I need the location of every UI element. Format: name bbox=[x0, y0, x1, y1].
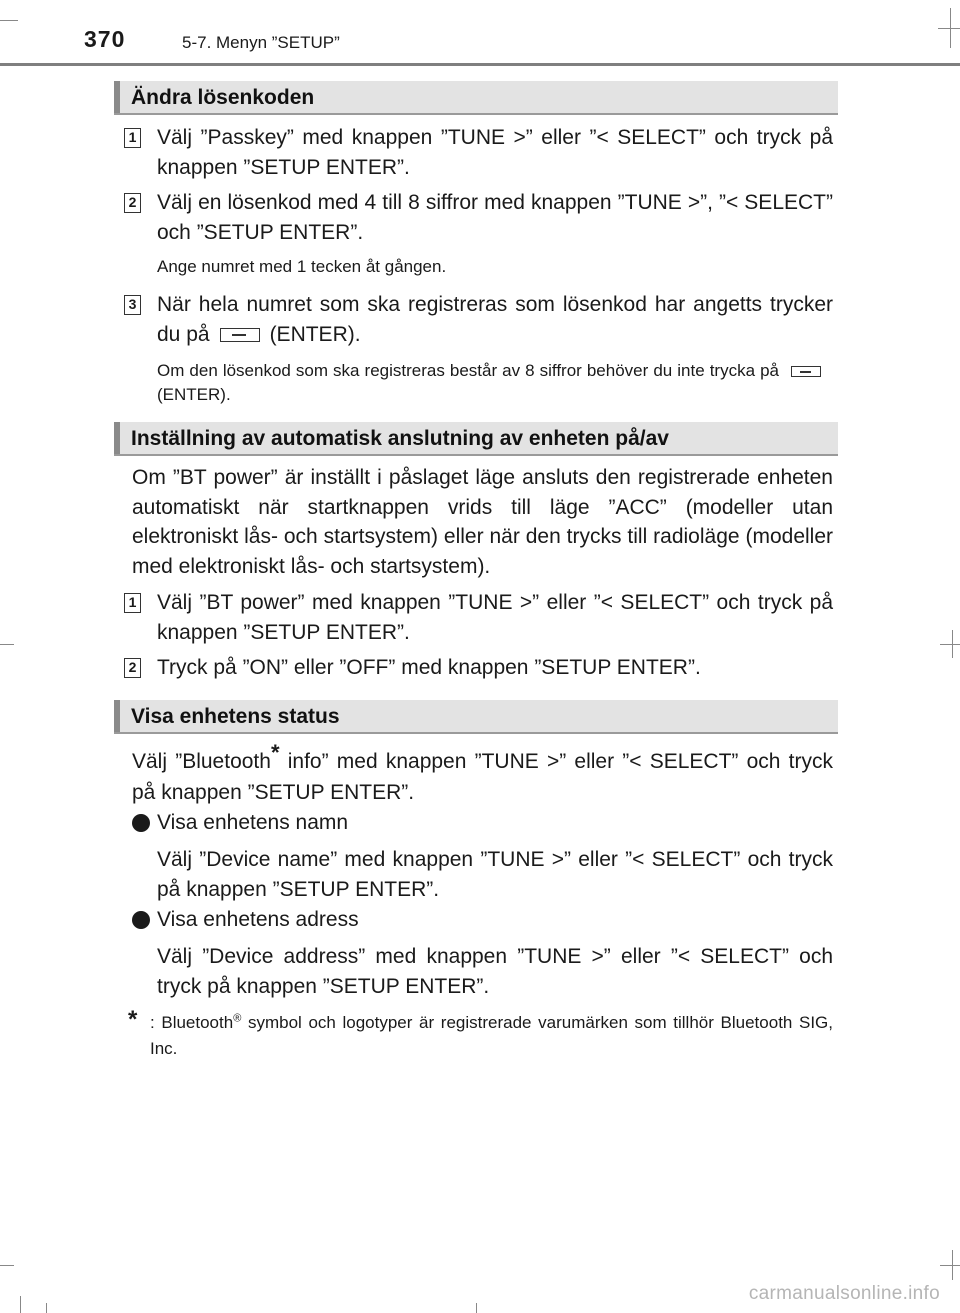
step-text: Välj ”BT power” med knappen ”TUNE >” eller ”< SELECT” och tryck på knappen ”SETUP ENTER”. bbox=[157, 591, 833, 644]
step-text-after-icon: (ENTER). bbox=[269, 323, 361, 346]
bullet-label: Visa enhetens adress bbox=[157, 908, 359, 931]
section-title: Inställning av automatisk anslutning av enheten på/av bbox=[131, 427, 669, 450]
section-heading-auto-connect bbox=[114, 422, 838, 456]
header-rule bbox=[0, 63, 960, 66]
step-number: 1 bbox=[124, 593, 141, 613]
crop-mark bbox=[0, 1265, 14, 1266]
step-note: Ange numret med 1 tecken åt gången. bbox=[157, 257, 447, 276]
footnote-text: symbol och logotyper är registrerade varumärken som tillhör Bluetooth SIG, Inc. bbox=[150, 1013, 834, 1058]
crop-mark bbox=[476, 1303, 477, 1313]
registered-mark: ® bbox=[233, 1012, 242, 1025]
section-intro bbox=[132, 740, 833, 808]
bullet-text: Välj ”Device address” med knappen ”TUNE >” eller ”< SELECT” och tryck på knappen ”SETUP ENTER”. bbox=[157, 945, 833, 998]
section-intro: Om ”BT power” är inställt i påslaget läge ansluts den registrerade enheten automatiskt när startknappen vrids till läge ”ACC” (modeller utan elektroniskt lås- och startsystem) eller när den trycks till radioläge (modeller med elektroniskt lås- och startsystem). bbox=[132, 466, 833, 578]
crop-mark bbox=[46, 1303, 47, 1313]
note-text-before-icon: Om den lösenkod som ska registreras består av 8 siffror behöver du inte trycka på bbox=[157, 361, 779, 380]
step-text: Tryck på ”ON” eller ”OFF” med knappen ”SETUP ENTER”. bbox=[157, 656, 701, 679]
crop-mark bbox=[0, 20, 18, 21]
note-text-after-icon: (ENTER). bbox=[157, 385, 231, 404]
watermark: carmanualsonline.info bbox=[748, 1283, 940, 1304]
section-title: Ändra lösenkoden bbox=[131, 86, 315, 109]
step-number: 3 bbox=[124, 295, 141, 315]
intro-text: Välj ”Bluetooth bbox=[132, 750, 271, 773]
bullet-dot-icon bbox=[132, 814, 150, 832]
footnote-prefix: : Bluetooth bbox=[150, 1013, 234, 1032]
step-text: Välj ”Passkey” med knappen ”TUNE >” eller ”< SELECT” och tryck på knappen ”SETUP ENTER”. bbox=[157, 126, 833, 179]
running-head: 5-7. Menyn ”SETUP” bbox=[182, 33, 340, 52]
page-number: 370 bbox=[84, 26, 126, 52]
crop-mark bbox=[0, 644, 14, 645]
step-number: 1 bbox=[124, 128, 141, 148]
step-number: 2 bbox=[124, 193, 141, 213]
crop-mark bbox=[940, 1265, 960, 1266]
bullet-dot-icon bbox=[132, 911, 150, 929]
bullet-label: Visa enhetens namn bbox=[157, 811, 349, 834]
section-heading-device-status bbox=[114, 700, 838, 734]
step-number: 2 bbox=[124, 658, 141, 678]
bullet-text: Välj ”Device name” med knappen ”TUNE >” eller ”< SELECT” och tryck på knappen ”SETUP ENTER”. bbox=[157, 848, 833, 901]
crop-mark bbox=[938, 28, 960, 29]
step-text: Välj en lösenkod med 4 till 8 siffror med knappen ”TUNE >”, ”< SELECT” och ”SETUP ENTER”. bbox=[157, 191, 833, 244]
footnote-star: * bbox=[128, 1006, 138, 1033]
enter-key-icon bbox=[791, 366, 821, 377]
crop-mark bbox=[20, 1296, 21, 1313]
footnote bbox=[150, 1010, 833, 1062]
step-text bbox=[157, 290, 833, 350]
footnote-marker: * bbox=[270, 740, 280, 766]
section-heading-change-passkey bbox=[114, 81, 838, 115]
step-text-before-icon: När hela numret som ska registreras som lösenkod har angetts trycker du på bbox=[157, 293, 833, 346]
enter-key-icon bbox=[220, 328, 260, 342]
section-title: Visa enhetens status bbox=[131, 705, 340, 728]
intro-text: info” med knappen ”TUNE >” eller ”< SELECT” och tryck på knappen ”SETUP ENTER”. bbox=[132, 750, 833, 804]
step-note bbox=[157, 359, 833, 407]
crop-mark bbox=[940, 644, 960, 645]
